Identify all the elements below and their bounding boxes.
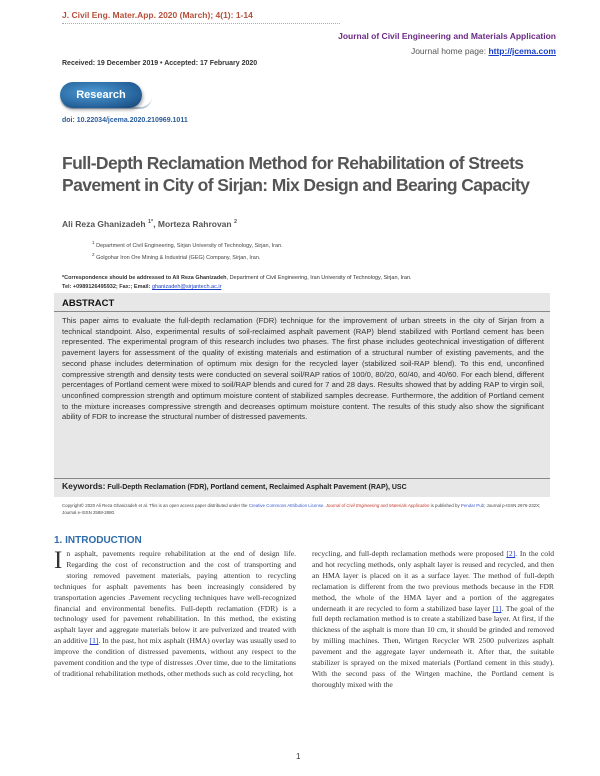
doi[interactable]: doi: 10.22034/jcema.2020.210969.1011 bbox=[62, 117, 188, 124]
homepage-link[interactable]: http://jcema.com bbox=[488, 46, 556, 56]
article-type-badge: Research bbox=[60, 82, 142, 108]
correspondence-email[interactable]: ghanizadeh@sirjantech.ac.ir bbox=[151, 284, 222, 290]
journal-name: Journal of Civil Engineering and Materials Application bbox=[338, 31, 556, 41]
copyright-journal: Journal of Civil Engineering and Materials Application bbox=[325, 503, 430, 508]
intro-right-text-1: recycling, and full-depth reclamation methods were proposed bbox=[312, 549, 507, 558]
affiliation-1-sup: 1 bbox=[92, 240, 95, 245]
copyright-text: Copyright© 2020 Ali Reza Ghanizadeh et al. This is an open access paper distributed under the bbox=[62, 503, 249, 508]
author-1-sup: 1* bbox=[147, 219, 154, 226]
keywords-list: Full-Depth Reclamation (FDR), Portland cement, Reclaimed Asphalt Pavement (RAP), USC bbox=[107, 484, 407, 491]
correspondence-contact: Tel: +0989126495932; Fax:; Email: bbox=[62, 284, 152, 290]
affiliation-1-text: Department of Civil Engineering, Sirjan University of Technology, Sirjan, Iran. bbox=[96, 242, 283, 249]
intro-column-right bbox=[312, 549, 554, 691]
homepage-label: Journal home page: bbox=[410, 46, 489, 56]
authors bbox=[62, 219, 237, 229]
author-separator: , bbox=[153, 219, 158, 229]
header-divider bbox=[62, 23, 340, 24]
journal-homepage bbox=[411, 46, 556, 56]
paper-title: Full-Depth Reclamation Method for Rehabilitation of Streets Pavement in City of Sirjan: Mix Design and Bearing Capacity bbox=[62, 153, 530, 195]
intro-column-left bbox=[54, 549, 296, 680]
copyright-sep: . bbox=[323, 503, 326, 508]
intro-left-text-1: n asphalt, pavements require rehabilitation at the end of design life. Regarding the cost of reconstruction and the cost of transporting and storing removed pavement materials, paying attention to recycling techniques for asphalt pavements has been increasingly considered by transportation agencies .Pavement recycling techniques have well-recognized financial and environmental benefits. Full-depth reclamation (FDR) is a technology used for pavement rehabilitation. In this method, the existing asphalt layer and aggregate materials below it are pulverized and treated with an additive bbox=[54, 549, 296, 646]
abstract-divider bbox=[54, 311, 550, 312]
introduction-heading: 1. INTRODUCTION bbox=[54, 535, 142, 546]
copyright-published: is published by bbox=[429, 503, 461, 508]
author-1[interactable]: Ali Reza Ghanizadeh bbox=[62, 219, 146, 229]
article-dates: Received: 19 December 2019 • Accepted: 17 February 2020 bbox=[62, 60, 258, 67]
copyright-notice bbox=[62, 502, 552, 516]
correspondence-label: *Correspondence should be addressed to Ali Reza Ghanizadeh bbox=[62, 275, 227, 281]
drop-cap: I bbox=[54, 547, 63, 574]
abstract-heading: ABSTRACT bbox=[62, 298, 115, 309]
keywords-divider bbox=[54, 478, 550, 479]
affiliation-2-text: Golgohar Iron Ore Mining & Industrial (GEG) Company, Sirjan, Iran. bbox=[96, 254, 261, 261]
keywords-label: Keywords: bbox=[62, 481, 106, 491]
intro-right-text-3: . The goal of the full depth reclamation method is to create a stabilized base layer. At first, if the thickness of the asphalt is more than 10 cm, it should be grinded and removed by milling machines. Then, Wirtgen Recycler WR 2500 pulverizes asphalt pavement and the aggregate layer underneath it. After that, the suitable stabilizer is sprayed on the mixed materials (Portland cement in this study). With the second pass of the Wirtgen machine, the Portland cement is thoroughly mixed with the bbox=[312, 603, 554, 689]
abstract-body: This paper aims to evaluate the full-depth reclamation (FDR) technique for the improvement of urban streets in the city of Sirjan from a technical standpoint. Also, experimental results of soil-reclaimed asphalt pavement (RAP) blend stabilized with Portland cement has been represented. The experimental program of this research includes two phases. The first phase includes geotechnical investigation of different pavement layers for assessment of the quality of existing materials and estimation of a structural number of existing pavements, and the second phase includes determination of optimum mix design for the recycled layer (stabilized soil-RAP blend). To this end, unconfined compressive strength and density tests were conducted on several soil/RAP ratios of 100/0, 80/20, 60/40, and 40/60. For each blend, different percentages of Portland cement were mixed to soil/RAP blends and cured for 7 and 28 days. Results showed that by adding RAP to virgin soil, unconfined compression strength and optimum moisture content of stabilized samples decrease. Furthermore, the addition of Portland cement to the mixture increases compressive strength and decreases optimum moisture content. The results of this study also show the significant ability of FDR to increase the structural number of distressed pavements. bbox=[62, 316, 544, 422]
affiliation-2 bbox=[92, 252, 260, 261]
copyright-issn: ; Journal p-ISSN 2676-232X; Journal e-ISSN 2588-2880. bbox=[62, 503, 541, 515]
citation-ref-1[interactable]: [1] bbox=[89, 636, 99, 646]
publisher-link[interactable]: Pendar Pub bbox=[460, 503, 485, 508]
correspondence-detail: , Department of Civil Engineering, Iran University of Technology, Sirjan, Iran. bbox=[226, 275, 412, 281]
citation-ref-3[interactable]: [1] bbox=[492, 603, 502, 613]
journal-reference: J. Civil Eng. Mater.App. 2020 (March); 4(1): 1-14 bbox=[62, 10, 253, 20]
keywords bbox=[62, 481, 407, 491]
correspondence bbox=[62, 274, 552, 292]
intro-left-text-2: . In the past, hot mix asphalt (HMA) overlay was usually used to improve the condition of distressed pavements, without any respect to the pavement condition and the type of distresses .Over time, due to the limitations of traditional rehabilitation methods, other methods such as cold recycling, hot bbox=[54, 636, 296, 678]
intro-right-text-2: . In the cold and hot recycling methods, only asphalt layer is reused and recycled, and then an HMA layer is placed on it as a surface layer. The method of full-depth reclamation is different from the two previous methods because in the FDR method, the whole of the HMA layer and a portion of the aggregates underneath it are recycled to form a stabilized base layer bbox=[312, 549, 554, 613]
license-link[interactable]: Creative Commons Attribution License bbox=[248, 503, 324, 508]
affiliation-1 bbox=[92, 240, 283, 249]
affiliation-2-sup: 2 bbox=[92, 252, 95, 257]
citation-ref-2[interactable]: [2] bbox=[506, 549, 516, 558]
page-number: 1 bbox=[296, 752, 301, 761]
author-2-sup: 2 bbox=[233, 219, 238, 226]
author-2[interactable]: Morteza Rahrovan bbox=[157, 219, 232, 229]
